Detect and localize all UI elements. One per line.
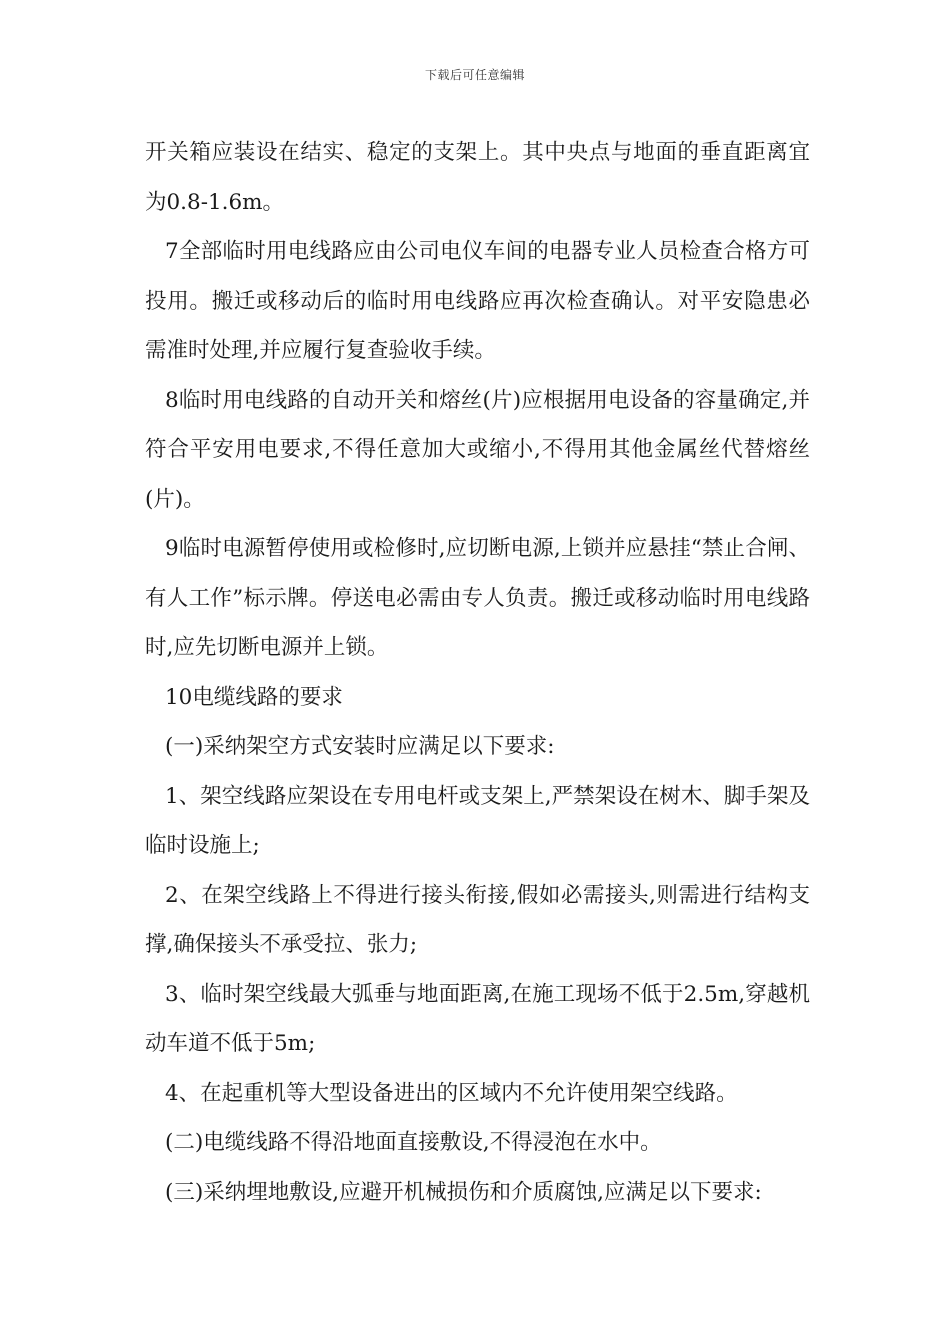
page-header-note: 下载后可任意编辑 xyxy=(424,68,525,82)
sub-heading: (二)电缆线路不得沿地面直接敷设,不得浸泡在水中。 xyxy=(165,1130,662,1155)
sub-heading: (一)采纳架空方式安装时应满足以下要求: xyxy=(165,734,555,759)
list-item: 3、临时架空线最大弧垂与地面距离,在施工现场不低于2.5m,穿越机动车道不低于5m; xyxy=(145,981,810,1056)
list-item: 4、在起重机等大型设备进出的区域内不允许使用架空线路。 xyxy=(165,1080,738,1106)
paragraph: 7全部临时用电线路应由公司电仪车间的电器专业人员检查合格方可投用。搬迁或移动后的临时用电线路应再次检查确认。对平安隐患必需准时处理,并应履行复查验收手续。 xyxy=(145,239,810,363)
list-item: 1、架空线路应架设在专用电杆或支架上,严禁架设在树木、脚手架及临时设施上; xyxy=(145,783,810,858)
paragraph: 开关箱应装设在结实、稳定的支架上。其中央点与地面的垂直距离宜为0.8-1.6m。 xyxy=(145,140,810,215)
list-item: 2、在架空线路上不得进行接头衔接,假如必需接头,则需进行结构支撑,确保接头不承受拉、张力; xyxy=(145,882,810,957)
sub-heading: (三)采纳埋地敷设,应避开机械损伤和介质腐蚀,应满足以下要求: xyxy=(165,1179,762,1205)
paragraph: 9临时电源暂停使用或检修时,应切断电源,上锁并应悬挂“禁止合闸、有人工作”标示牌。停送电必需由专人负责。搬迁或移动临时用电线路时,应先切断电源并上锁。 xyxy=(145,536,810,660)
paragraph: 8临时用电线路的自动开关和熔丝(片)应根据用电设备的容量确定,并符合平安用电要求,不得任意加大或缩小,不得用其他金属丝代替熔丝(片)。 xyxy=(145,387,810,512)
section-heading: 10电缆线路的要求 xyxy=(165,684,343,710)
document-body xyxy=(145,128,810,1217)
